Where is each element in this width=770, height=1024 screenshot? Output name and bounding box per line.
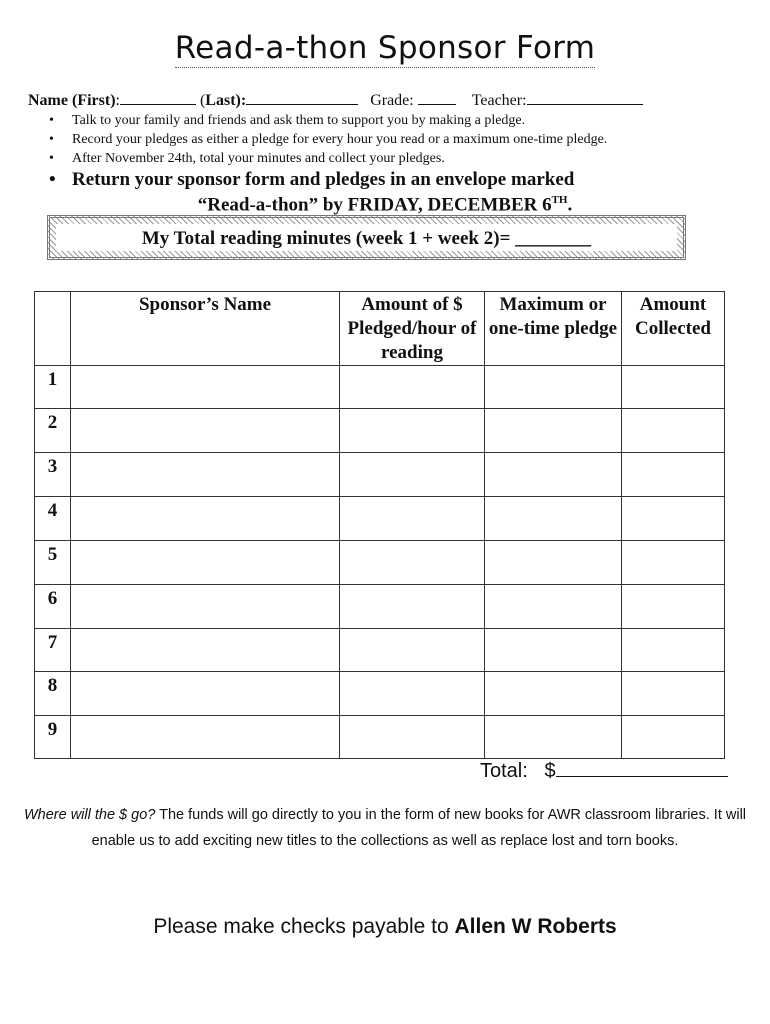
sponsor-table [34,291,725,759]
total-field[interactable] [556,758,728,777]
list-item: • Talk to your family and friends and ask them to support you by making a pledge. [49,113,526,128]
table-row [35,366,725,409]
pledge-hour-cell[interactable] [340,541,485,585]
sponsor-name-cell[interactable] [71,409,340,453]
pledge-hour-cell[interactable] [340,629,485,672]
table-row [35,409,725,453]
list-item: • Record your pledges as either a pledge for every hour you read or a maximum one-time pledge. [49,132,608,147]
collected-cell[interactable] [622,366,725,409]
header-amount-collected: Amount Collected [622,292,725,366]
max-pledge-cell[interactable] [485,629,622,672]
row-number: 4 [35,497,71,541]
table-header-row [35,292,725,366]
collected-cell[interactable] [622,497,725,541]
sponsor-name-cell[interactable] [71,716,340,759]
pledge-hour-cell[interactable] [340,453,485,497]
funds-answer: The funds will go directly to you in the form of new books for AWR classroom libraries. It will enable us to add exciting new titles to the collections as well as replace lost and torn books. [91,807,747,849]
max-pledge-cell[interactable] [485,585,622,629]
sponsor-name-cell[interactable] [71,629,340,672]
teacher-field[interactable] [527,90,643,105]
max-pledge-cell[interactable] [485,541,622,585]
list-item: • After November 24th, total your minutes and collect your pledges. [49,151,445,166]
max-pledge-cell[interactable] [485,366,622,409]
sponsor-name-cell[interactable] [71,585,340,629]
sponsor-name-cell[interactable] [71,497,340,541]
collected-cell[interactable] [622,716,725,759]
max-pledge-cell[interactable] [485,497,622,541]
collected-cell[interactable] [622,672,725,716]
pledge-hour-cell[interactable] [340,366,485,409]
payee-name: Allen W Roberts [454,915,617,938]
table-row [35,497,725,541]
table-row [35,629,725,672]
sponsor-name-cell[interactable] [71,453,340,497]
total-minutes-label: My Total reading minutes (week 1 + week 2)= ________ [56,224,677,251]
pledge-hour-cell[interactable] [340,716,485,759]
max-pledge-cell[interactable] [485,672,622,716]
max-pledge-cell[interactable] [485,453,622,497]
currency-symbol: $ [544,760,556,782]
collected-cell[interactable] [622,629,725,672]
collected-cell[interactable] [622,409,725,453]
max-pledge-cell[interactable] [485,716,622,759]
funds-explanation [20,803,750,854]
sponsor-name-cell[interactable] [71,366,340,409]
pledge-hour-cell[interactable] [340,672,485,716]
last-name-label: Last): [205,92,247,109]
grade-label: Grade: [370,92,414,109]
table-row [35,585,725,629]
row-number: 1 [35,366,71,409]
instruction-list [49,111,607,168]
total-row [480,758,728,783]
header-amount-pledged: Amount of $ Pledged/hour of reading [340,292,485,366]
total-minutes-box [47,215,686,260]
row-number: 6 [35,585,71,629]
sponsor-name-cell[interactable] [71,541,340,585]
grade-field[interactable] [418,90,456,105]
pledge-hour-cell[interactable] [340,409,485,453]
max-pledge-cell[interactable] [485,409,622,453]
row-number: 9 [35,716,71,759]
row-number: 3 [35,453,71,497]
header-sponsor-name: Sponsor’s Name [71,292,340,366]
row-number: 7 [35,629,71,672]
collected-cell[interactable] [622,585,725,629]
last-name-field[interactable] [246,90,358,105]
header-number [35,292,71,366]
first-name-label: Name (First) [28,92,116,109]
header-maximum-pledge: Maximum or one-time pledge [485,292,622,366]
table-row [35,716,725,759]
checks-payable-note: Please make checks payable to Allen W Roberts [153,915,617,938]
sponsor-name-cell[interactable] [71,672,340,716]
total-label: Total: [480,760,528,782]
collected-cell[interactable] [622,541,725,585]
table-row [35,672,725,716]
return-deadline: “Read-a-thon” by FRIDAY, DECEMBER 6TH. [197,194,573,216]
row-number: 5 [35,541,71,585]
pledge-hour-cell[interactable] [340,585,485,629]
row-number: 2 [35,409,71,453]
page-title: Read-a-thon Sponsor Form [174,30,596,66]
pledge-hour-cell[interactable] [340,497,485,541]
name-row: Name (First): (Last): Grade: Teacher: [28,90,643,110]
table-row [35,453,725,497]
collected-cell[interactable] [622,453,725,497]
table-row [35,541,725,585]
return-notice: • Return your sponsor form and pledges in an envelope marked [49,169,575,190]
row-number: 8 [35,672,71,716]
funds-question: Where will the $ go? [23,807,156,823]
first-name-field[interactable] [120,90,196,105]
teacher-label: Teacher: [471,92,527,109]
